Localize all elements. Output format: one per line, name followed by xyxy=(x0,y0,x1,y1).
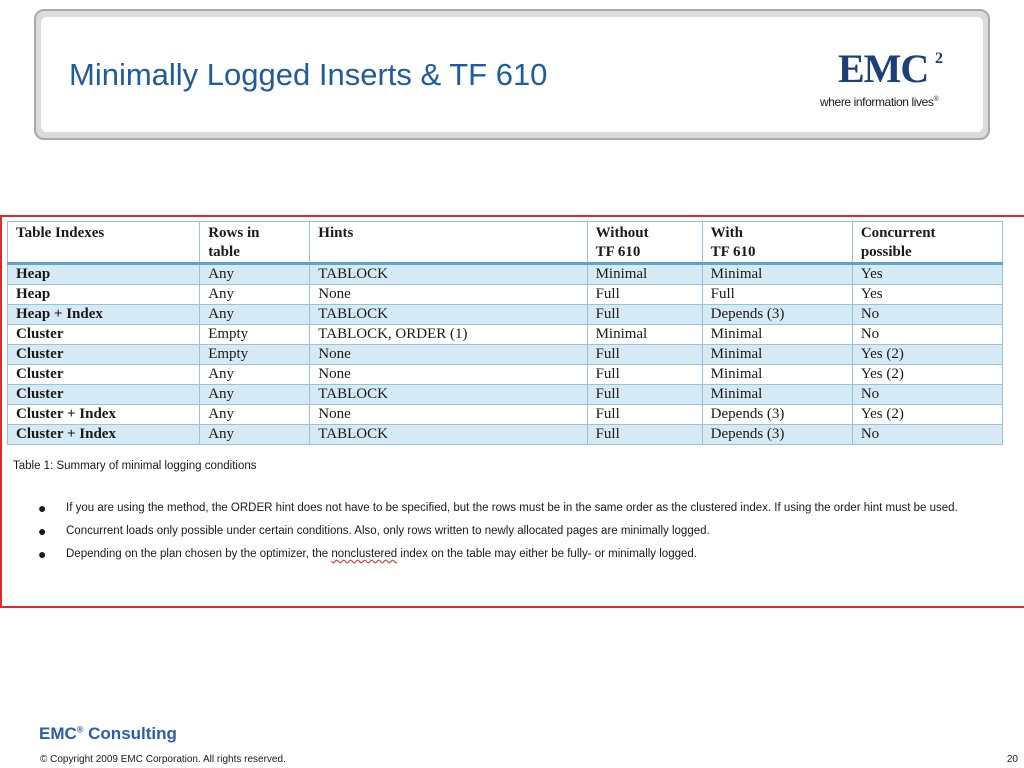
cell-concurrent: No xyxy=(852,325,1002,345)
table-caption: Table 1: Summary of minimal logging conditions xyxy=(13,460,257,472)
column-header-table-indexes: Table Indexes xyxy=(8,222,200,264)
bullet-icon: ● xyxy=(38,546,47,562)
cell-without-tf610: Full xyxy=(587,385,702,405)
footnote-item xyxy=(32,522,1022,541)
cell-without-tf610: Full xyxy=(587,285,702,305)
cell-hints: TABLOCK xyxy=(310,385,587,405)
cell-table-index: Heap xyxy=(8,285,200,305)
cell-concurrent: No xyxy=(852,385,1002,405)
footnote-text: If you are using the method, the ORDER hint does not have to be specified, but the rows must be in the same order as the clustered index. If using the order hint must be used. xyxy=(66,502,958,514)
table-row xyxy=(8,285,1003,305)
cell-without-tf610: Full xyxy=(587,405,702,425)
cell-without-tf610: Full xyxy=(587,365,702,385)
column-header-without-tf610: Without TF 610 xyxy=(587,222,702,264)
cell-with-tf610: Minimal xyxy=(702,325,852,345)
cell-rows-in-table: Any xyxy=(200,385,310,405)
title-banner-inner xyxy=(41,17,983,132)
cell-hints: TABLOCK xyxy=(310,305,587,325)
table-row xyxy=(8,264,1003,285)
cell-concurrent: No xyxy=(852,305,1002,325)
column-header-hints: Hints xyxy=(310,222,587,264)
footnote-text: Depending on the plan chosen by the optimizer, the nonclustered index on the table may either be fully- or minimally logged. xyxy=(66,548,697,560)
cell-table-index: Cluster xyxy=(8,365,200,385)
table-row xyxy=(8,425,1003,445)
bullet-icon: ● xyxy=(38,523,47,539)
cell-hints: TABLOCK, ORDER (1) xyxy=(310,325,587,345)
table-row xyxy=(8,345,1003,365)
cell-rows-in-table: Any xyxy=(200,264,310,285)
slide-title: Minimally Logged Inserts & TF 610 xyxy=(69,57,548,92)
emc-logo-wordmark: EMC xyxy=(838,46,929,91)
emc-logo-tagline xyxy=(820,95,938,109)
cell-with-tf610: Depends (3) xyxy=(702,425,852,445)
footnote-text: Concurrent loads only possible under certain conditions. Also, only rows written to newly allocated pages are minimally logged. xyxy=(66,525,710,537)
cell-with-tf610: Minimal xyxy=(702,365,852,385)
table-header-row xyxy=(8,222,1003,264)
column-header-concurrent-possible: Concurrent possible xyxy=(852,222,1002,264)
cell-concurrent: Yes xyxy=(852,285,1002,305)
cell-rows-in-table: Any xyxy=(200,405,310,425)
cell-without-tf610: Full xyxy=(587,345,702,365)
column-header-with-tf610: With TF 610 xyxy=(702,222,852,264)
cell-with-tf610: Minimal xyxy=(702,264,852,285)
cell-without-tf610: Full xyxy=(587,425,702,445)
table-row xyxy=(8,325,1003,345)
cell-rows-in-table: Any xyxy=(200,285,310,305)
cell-with-tf610: Depends (3) xyxy=(702,305,852,325)
cell-table-index: Cluster xyxy=(8,385,200,405)
cell-rows-in-table: Any xyxy=(200,365,310,385)
spellcheck-flagged-word: nonclustered xyxy=(331,548,398,560)
cell-rows-in-table: Any xyxy=(200,305,310,325)
page-number: 20 xyxy=(1006,754,1018,765)
cell-with-tf610: Full xyxy=(702,285,852,305)
cell-table-index: Cluster xyxy=(8,325,200,345)
cell-hints: None xyxy=(310,365,587,385)
cell-rows-in-table: Empty xyxy=(200,345,310,365)
cell-concurrent: Yes xyxy=(852,264,1002,285)
cell-with-tf610: Minimal xyxy=(702,385,852,405)
emc-consulting-logo: EMC® Consulting xyxy=(39,724,177,743)
emc-logo-superscript: 2 xyxy=(935,50,943,67)
cell-hints: TABLOCK xyxy=(310,425,587,445)
column-header-rows-in-table: Rows in table xyxy=(200,222,310,264)
cell-without-tf610: Full xyxy=(587,305,702,325)
cell-with-tf610: Minimal xyxy=(702,345,852,365)
cell-table-index: Heap + Index xyxy=(8,305,200,325)
cell-concurrent: Yes (2) xyxy=(852,365,1002,385)
cell-without-tf610: Minimal xyxy=(587,264,702,285)
cell-with-tf610: Depends (3) xyxy=(702,405,852,425)
minimal-logging-table xyxy=(7,221,1003,445)
bullet-icon: ● xyxy=(38,500,47,516)
cell-hints: None xyxy=(310,345,587,365)
cell-rows-in-table: Empty xyxy=(200,325,310,345)
cell-hints: None xyxy=(310,285,587,305)
cell-concurrent: No xyxy=(852,425,1002,445)
cell-table-index: Cluster + Index xyxy=(8,425,200,445)
tagline-text: where information lives xyxy=(820,95,934,109)
table-row xyxy=(8,305,1003,325)
cell-concurrent: Yes (2) xyxy=(852,345,1002,365)
footnote-list xyxy=(32,499,1022,568)
cell-hints: None xyxy=(310,405,587,425)
footnote-item xyxy=(32,545,1022,564)
cell-concurrent: Yes (2) xyxy=(852,405,1002,425)
cell-table-index: Cluster + Index xyxy=(8,405,200,425)
tagline-registered-mark: ® xyxy=(933,96,939,103)
cell-rows-in-table: Any xyxy=(200,425,310,445)
table-row xyxy=(8,365,1003,385)
table-row xyxy=(8,405,1003,425)
table-row xyxy=(8,385,1003,405)
table-body xyxy=(8,264,1003,445)
cell-hints: TABLOCK xyxy=(310,264,587,285)
cell-table-index: Heap xyxy=(8,264,200,285)
cell-table-index: Cluster xyxy=(8,345,200,365)
cell-without-tf610: Minimal xyxy=(587,325,702,345)
emc-logo xyxy=(817,47,963,113)
content-region xyxy=(0,215,1024,608)
title-banner xyxy=(34,9,990,140)
footnote-item xyxy=(32,499,1022,518)
copyright-notice: © Copyright 2009 EMC Corporation. All rights reserved. xyxy=(40,754,286,765)
